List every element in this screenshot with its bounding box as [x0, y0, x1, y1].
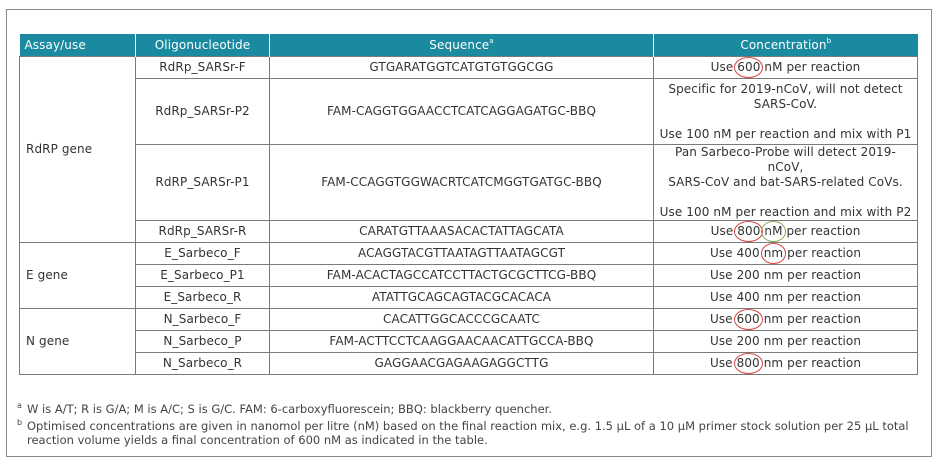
conc-text: Use — [710, 224, 738, 238]
concentration-cell — [654, 221, 918, 243]
assay-group-e: E gene — [20, 243, 136, 309]
conc-text: Use — [709, 356, 737, 370]
concentration-cell — [654, 309, 918, 331]
concentration-cell: Use 400 nm per reaction — [654, 287, 918, 309]
concentration-cell — [654, 353, 918, 375]
assay-group-n: N gene — [20, 309, 136, 375]
oligo-cell: RdRp_SARSr-F — [136, 57, 270, 79]
table-row — [20, 79, 918, 145]
table-row — [20, 309, 918, 331]
conc-line: Use 100 nM per reaction and mix with P1 — [659, 126, 912, 141]
oligo-cell: N_Sarbeco_F — [136, 309, 270, 331]
conc-line: SARS-CoV. — [753, 96, 818, 111]
sequence-cell: FAM-ACACTAGCCATCCTTACTGCGCTTCG-BBQ — [270, 265, 654, 287]
table-header-row — [20, 34, 918, 57]
circled-annotation: 600 — [736, 312, 760, 326]
oligo-cell: N_Sarbeco_R — [136, 353, 270, 375]
conc-line: Specific for 2019-nCoV, will not detect — [668, 81, 903, 96]
circled-annotation: 800 — [737, 224, 761, 238]
oligo-cell: E_Sarbeco_P1 — [136, 265, 270, 287]
table-row — [20, 331, 918, 353]
table-row — [20, 265, 918, 287]
footnote-a-mark: a — [17, 401, 22, 410]
sequence-cell: FAM-CAGGTGGAACCTCATCAGGAGATGC-BBQ — [270, 79, 654, 145]
sequence-cell: CARATGTTAAASACACTATTAGCATA — [270, 221, 654, 243]
circled-annotation: nm — [763, 246, 784, 260]
oligo-cell: N_Sarbeco_P — [136, 331, 270, 353]
concentration-cell: Use 200 nm per reaction — [654, 331, 918, 353]
assay-group-rdrp: RdRP gene — [20, 57, 136, 243]
oligo-cell: E_Sarbeco_F — [136, 243, 270, 265]
table-row — [20, 57, 918, 79]
header-oligonucleotide: Oligonucleotide — [136, 34, 270, 57]
concentration-cell — [654, 243, 918, 265]
footnote-a-text: W is A/T; R is G/A; M is A/C; S is G/C. FAM: 6-carboxyfluorescein; BBQ: blackberry quencher. — [27, 402, 552, 416]
concentration-cell — [654, 79, 918, 145]
conc-text: Use — [709, 312, 737, 326]
header-sequence — [270, 34, 654, 57]
sequence-cell: GAGGAACGAGAAGAGGCTTG — [270, 353, 654, 375]
conc-text: nm per reaction — [759, 312, 862, 326]
primer-probe-table — [19, 34, 918, 375]
conc-text: per reaction — [783, 246, 862, 260]
header-sequence-label: Sequence — [429, 38, 490, 52]
table-row — [20, 243, 918, 265]
conc-text: per reaction — [782, 224, 861, 238]
oligo-cell: RdRp_SARSr-R — [136, 221, 270, 243]
conc-text: nM per reaction — [760, 60, 861, 74]
oligo-cell: E_Sarbeco_R — [136, 287, 270, 309]
footnote-b-mark: b — [17, 418, 23, 427]
oligo-cell: RdRP_SARSr-P1 — [136, 145, 270, 221]
sequence-cell: ACAGGTACGTTAATAGTTAATAGCGT — [270, 243, 654, 265]
footnote-a — [17, 402, 927, 416]
table-row — [20, 287, 918, 309]
circled-annotation: 800 — [736, 356, 760, 370]
sequence-cell: FAM-CCAGGTGGWACRTCATCMGGTGATGC-BBQ — [270, 145, 654, 221]
concentration-cell: Use 200 nm per reaction — [654, 265, 918, 287]
header-assay: Assay/use — [20, 34, 136, 57]
concentration-cell — [654, 57, 918, 79]
table-row — [20, 221, 918, 243]
conc-text: Use 400 — [709, 246, 764, 260]
circled-annotation: 600 — [737, 60, 761, 74]
header-concentration-footnote-mark: b — [826, 37, 832, 45]
header-concentration — [654, 34, 918, 57]
footnotes — [17, 402, 927, 450]
conc-line: Pan Sarbeco-Probe will detect 2019-nCoV, — [675, 145, 896, 174]
conc-line: Use 100 nM per reaction and mix with P2 — [659, 205, 912, 219]
circled-annotation: nM — [764, 224, 783, 238]
sequence-cell: CACATTGGCACCCGCAATC — [270, 309, 654, 331]
document-frame — [6, 9, 932, 457]
footnote-b-text: Optimised concentrations are given in nanomol per litre (nM) based on the final reaction mix, e.g. 1.5 µL of a 10 µM primer stock solution per 25 µL total reaction volume yields a final concentration of 600 nM as indicated in the table. — [27, 419, 909, 447]
concentration-cell — [654, 145, 918, 221]
conc-text: Use — [710, 60, 738, 74]
sequence-cell: GTGARATGGTCATGTGTGGCGG — [270, 57, 654, 79]
header-sequence-footnote-mark: a — [489, 37, 494, 45]
footnote-b — [17, 419, 927, 447]
table-row — [20, 353, 918, 375]
table-row — [20, 145, 918, 221]
sequence-cell: FAM-ACTTCCTCAAGGAACAACATTGCCA-BBQ — [270, 331, 654, 353]
conc-text: nm per reaction — [759, 356, 862, 370]
oligo-cell: RdRp_SARSr-P2 — [136, 79, 270, 145]
sequence-cell: ATATTGCAGCAGTACGCACACA — [270, 287, 654, 309]
conc-line: SARS-CoV and bat-SARS-related CoVs. — [668, 175, 903, 189]
header-concentration-label: Concentration — [740, 38, 827, 52]
